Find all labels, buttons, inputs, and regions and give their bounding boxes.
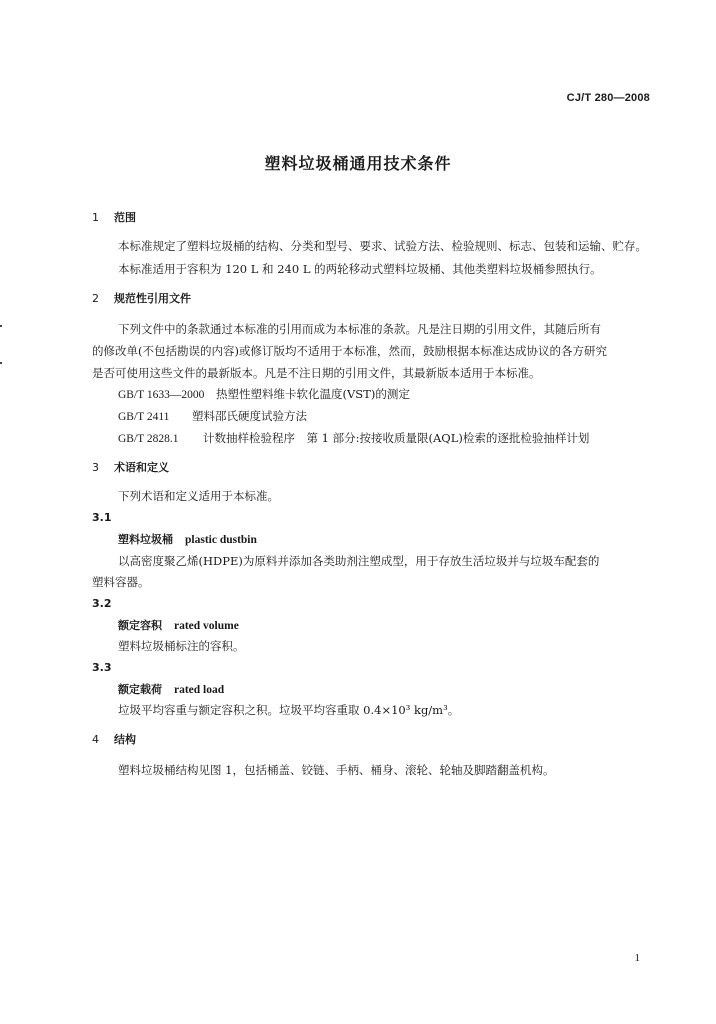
reference-item: [118, 409, 307, 425]
section-heading-scope: [92, 210, 136, 225]
reference-item: [118, 431, 589, 447]
paragraph: 下列术语和定义适用于本标准。: [118, 489, 279, 503]
standard-code: CJ/T 280—2008: [566, 92, 650, 104]
reference-title: 塑料邵氏硬度试验方法: [192, 409, 307, 423]
term-heading: [118, 682, 224, 698]
reference-item: [118, 387, 410, 403]
reference-code: GB/T 2411: [118, 411, 170, 423]
page-number: 1: [634, 952, 640, 964]
scan-edge-mark: [0, 362, 2, 364]
reference-title: 热塑性塑料维卡软化温度(VST)的测定: [216, 387, 410, 401]
section-number: 3: [92, 461, 99, 474]
paragraph-line: 下列文件中的条款通过本标准的引用而成为本标准的条款。凡是注日期的引用文件，其随后所有: [118, 322, 601, 336]
scan-edge-mark: [0, 325, 2, 327]
term-chinese: 额定容积: [118, 619, 162, 632]
term-chinese: 额定载荷: [118, 683, 162, 696]
term-chinese: 塑料垃圾桶: [118, 533, 173, 546]
term-number: 3.1: [92, 511, 112, 524]
section-title: 范围: [114, 211, 136, 224]
section-heading-terms-definitions: [92, 460, 169, 475]
term-number: 3.2: [92, 597, 112, 610]
reference-title: 计数抽样检验程序 第 1 部分:按接收质量限(AQL)检索的逐批检验抽样计划: [203, 431, 590, 445]
paragraph: 塑料垃圾桶结构见图 1，包括桶盖、铰链、手柄、桶身、滚轮、轮轴及脚踏翻盖机构。: [118, 763, 555, 777]
paragraph-line: 的修改单(不包括勘误的内容)或修订版均不适用于本标准，然而，鼓励根据本标准达成协议的各方研究: [92, 344, 607, 358]
term-english: plastic dustbin: [185, 534, 257, 546]
term-number: 3.3: [92, 661, 112, 674]
section-title: 结构: [114, 733, 136, 746]
term-heading: [118, 532, 257, 548]
term-english: rated load: [174, 684, 225, 696]
paragraph: 本标准适用于容积为 120 L 和 240 L 的两轮移动式塑料垃圾桶、其他类塑料垃圾桶参照执行。: [118, 262, 602, 276]
term-english: rated volume: [174, 620, 239, 632]
paragraph-line: 是否可使用这些文件的最新版本。凡是不注日期的引用文件，其最新版本适用于本标准。: [92, 366, 541, 380]
term-heading: [118, 618, 239, 634]
term-definition-line: 垃圾平均容重与额定容积之积。垃圾平均容重取 0.4×10³ kg/m³。: [118, 703, 460, 717]
section-heading-structure: [92, 732, 136, 747]
section-number: 2: [92, 292, 99, 305]
reference-code: GB/T 1633—2000: [118, 389, 205, 401]
section-title: 术语和定义: [114, 461, 169, 474]
term-definition-line: 以高密度聚乙烯(HDPE)为原料并添加各类助剂注塑成型，用于存放生活垃圾并与垃圾车配套的: [118, 554, 600, 568]
document-title: 塑料垃圾桶通用技术条件: [264, 154, 452, 173]
section-number: 4: [92, 733, 99, 746]
section-heading-normative-references: [92, 291, 191, 306]
reference-code: GB/T 2828.1: [118, 433, 179, 445]
paragraph: 本标准规定了塑料垃圾桶的结构、分类和型号、要求、试验方法、检验规则、标志、包装和运输、贮存。: [118, 239, 647, 253]
section-title: 规范性引用文件: [114, 292, 191, 305]
section-number: 1: [92, 211, 99, 224]
term-definition-line: 塑料容器。: [92, 575, 150, 589]
term-definition-line: 塑料垃圾桶标注的容积。: [118, 639, 245, 653]
